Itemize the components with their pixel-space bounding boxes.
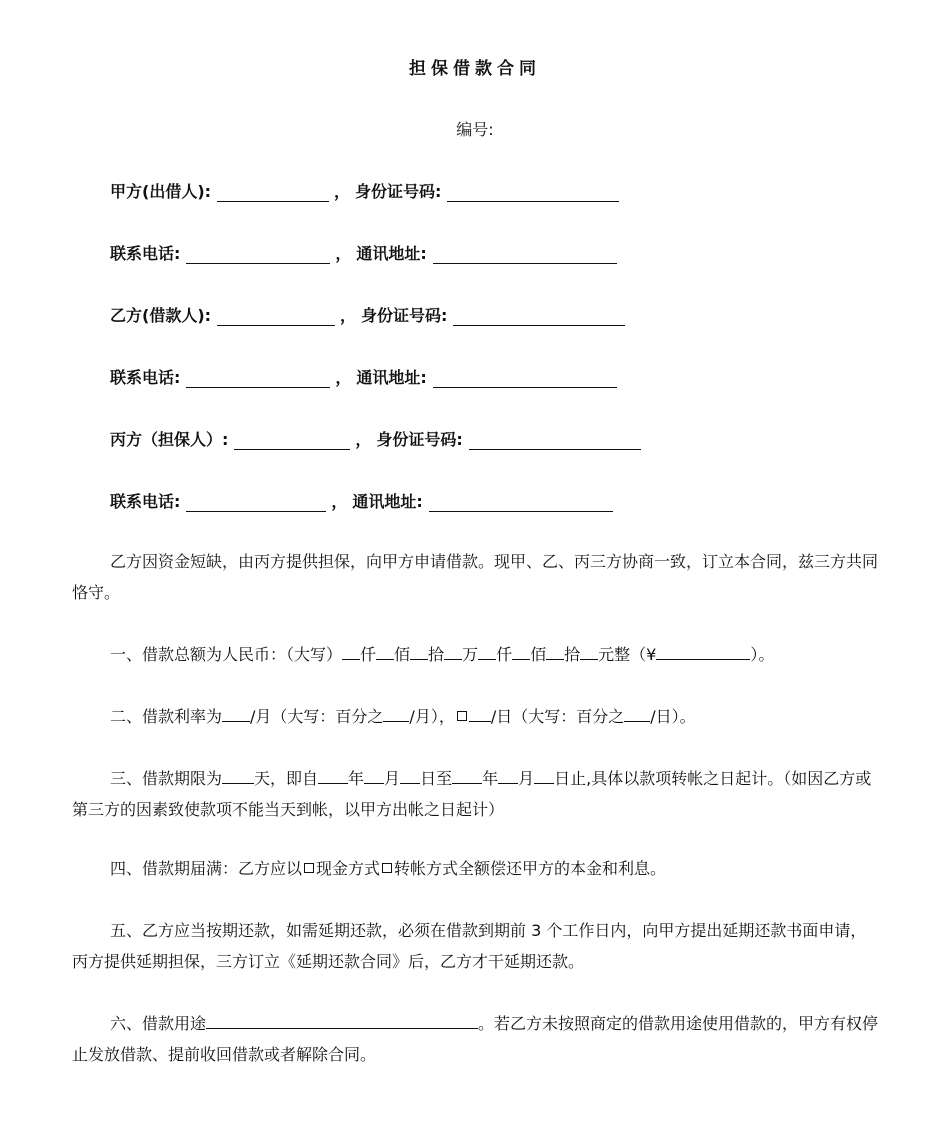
party-a-id-label: 身份证号码:	[355, 182, 442, 201]
cash-checkbox[interactable]	[304, 863, 314, 873]
loan-purpose-blank[interactable]	[206, 1014, 478, 1029]
party-a-phone-label: 联系电话:	[110, 244, 181, 263]
monthly-rate-words-blank[interactable]	[383, 707, 409, 722]
party-a-label: 甲方(出借人):	[110, 182, 212, 201]
clause-3-text: 天，即自	[254, 769, 319, 788]
unit-label: 仟	[496, 645, 513, 664]
clause-6-text: 。若乙方未按照商定的借款用途使用借款的，甲方有权停止发放借款、提前收回借款或者解除合同。	[72, 1014, 879, 1064]
party-b-label: 乙方(借款人):	[110, 306, 212, 325]
separator: ，	[340, 306, 357, 325]
unit-label: 元整（¥	[598, 645, 657, 664]
party-b-phone-label: 联系电话:	[110, 368, 181, 387]
clause-3-text: 月	[384, 769, 401, 788]
clause-2-text: /日）。	[650, 707, 696, 726]
daily-rate-blank[interactable]	[469, 707, 491, 722]
separator: ，	[355, 430, 372, 449]
clause-3-text: 三、借款期限为	[110, 769, 223, 788]
clause-3-text: 年	[348, 769, 365, 788]
intro-paragraph: 乙方因资金短缺，由丙方提供担保，向甲方申请借款。现甲、乙、丙三方协商一致，订立本合同，兹三方共同恪守。	[72, 552, 879, 602]
daily-rate-words-blank[interactable]	[624, 707, 650, 722]
clause-1-suffix: ）。	[750, 645, 775, 664]
party-b-phone-blank[interactable]	[186, 369, 330, 388]
amount-blank[interactable]	[580, 645, 598, 660]
amount-blank[interactable]	[342, 645, 360, 660]
clause-5-paragraph: 五、乙方应当按期还款，如需延期还款，必须在借款到期前 3 个工作日内，向甲方提出延期还款书面申请，丙方提供延期担保，三方订立《延期还款合同》后，乙方才干延期还款。	[72, 921, 867, 971]
party-c-row	[110, 426, 641, 450]
transfer-checkbox[interactable]	[382, 863, 392, 873]
end-year-blank[interactable]	[452, 769, 482, 784]
start-month-blank[interactable]	[364, 769, 384, 784]
party-c-contact-row	[110, 488, 613, 512]
unit-label: 拾	[428, 645, 445, 664]
amount-blank[interactable]	[512, 645, 530, 660]
unit-label: 仟	[360, 645, 377, 664]
party-c-id-blank[interactable]	[469, 431, 641, 450]
party-c-label: 丙方（担保人）:	[110, 430, 229, 449]
clause-2-text: /月），	[409, 707, 455, 726]
party-c-id-label: 身份证号码:	[376, 430, 463, 449]
party-a-address-blank[interactable]	[433, 245, 617, 264]
clause-6-text: 六、借款用途	[110, 1014, 207, 1033]
clause-1-prefix: 一、借款总额为人民币：（大写）	[110, 645, 343, 664]
unit-label: 佰	[530, 645, 547, 664]
start-year-blank[interactable]	[318, 769, 348, 784]
party-b-contact-row	[110, 364, 617, 388]
contract-number-label: 编号:	[456, 120, 494, 139]
days-blank[interactable]	[222, 769, 254, 784]
clause-6-paragraph	[72, 1008, 882, 1070]
clause-3-text: 日至	[420, 769, 453, 788]
party-b-name-blank[interactable]	[217, 307, 335, 326]
clause-2-text: 二、借款利率为	[110, 707, 223, 726]
end-day-blank[interactable]	[534, 769, 554, 784]
clause-2-paragraph	[72, 701, 882, 732]
party-a-row	[110, 178, 619, 202]
amount-blank[interactable]	[376, 645, 394, 660]
clause-4-text: 四、借款期届满：乙方应以	[110, 859, 303, 878]
party-c-address-label: 通讯地址:	[352, 492, 423, 511]
amount-blank[interactable]	[546, 645, 564, 660]
document-title: 担保借款合同	[409, 59, 541, 79]
party-a-phone-blank[interactable]	[186, 245, 330, 264]
clause-4-text: 转帐方式全额偿还甲方的本金和利息。	[394, 859, 667, 878]
party-b-id-blank[interactable]	[453, 307, 625, 326]
party-a-address-label: 通讯地址:	[356, 244, 427, 263]
party-c-name-blank[interactable]	[234, 431, 350, 450]
clause-3-paragraph	[72, 763, 882, 825]
clause-2-text: /月（大写：百分之	[250, 707, 384, 726]
amount-blank[interactable]	[444, 645, 462, 660]
start-day-blank[interactable]	[400, 769, 420, 784]
party-a-name-blank[interactable]	[217, 183, 329, 202]
party-a-contact-row	[110, 240, 617, 264]
unit-label: 拾	[564, 645, 581, 664]
monthly-rate-blank[interactable]	[222, 707, 250, 722]
clause-4-paragraph	[72, 853, 882, 884]
party-b-address-label: 通讯地址:	[356, 368, 427, 387]
amount-blank[interactable]	[410, 645, 428, 660]
separator: ，	[335, 244, 352, 263]
clause-2-text: /日（大写：百分之	[490, 707, 625, 726]
separator: ，	[331, 492, 348, 511]
clause-3-text: 日止,具体以款项转帐之日起计。（如因乙方或第三方的因素致使款项不能当天到帐，以甲方出帐之日起计）	[72, 769, 872, 819]
clause-3-text: 年	[482, 769, 499, 788]
clause-4-text: 现金方式	[316, 859, 381, 878]
unit-label: 万	[462, 645, 479, 664]
party-b-id-label: 身份证号码:	[361, 306, 448, 325]
clause-3-text: 月	[518, 769, 535, 788]
party-c-phone-label: 联系电话:	[110, 492, 181, 511]
party-a-id-blank[interactable]	[447, 183, 619, 202]
separator: ，	[334, 182, 351, 201]
unit-label: 佰	[394, 645, 411, 664]
clause-1-paragraph	[72, 639, 882, 670]
amount-blank[interactable]	[478, 645, 496, 660]
party-c-phone-blank[interactable]	[186, 493, 326, 512]
party-c-address-blank[interactable]	[429, 493, 613, 512]
party-b-address-blank[interactable]	[433, 369, 617, 388]
party-b-row	[110, 302, 625, 326]
separator: ，	[335, 368, 352, 387]
amount-figure-blank[interactable]	[656, 645, 750, 660]
end-month-blank[interactable]	[498, 769, 518, 784]
checkbox[interactable]	[457, 711, 467, 721]
